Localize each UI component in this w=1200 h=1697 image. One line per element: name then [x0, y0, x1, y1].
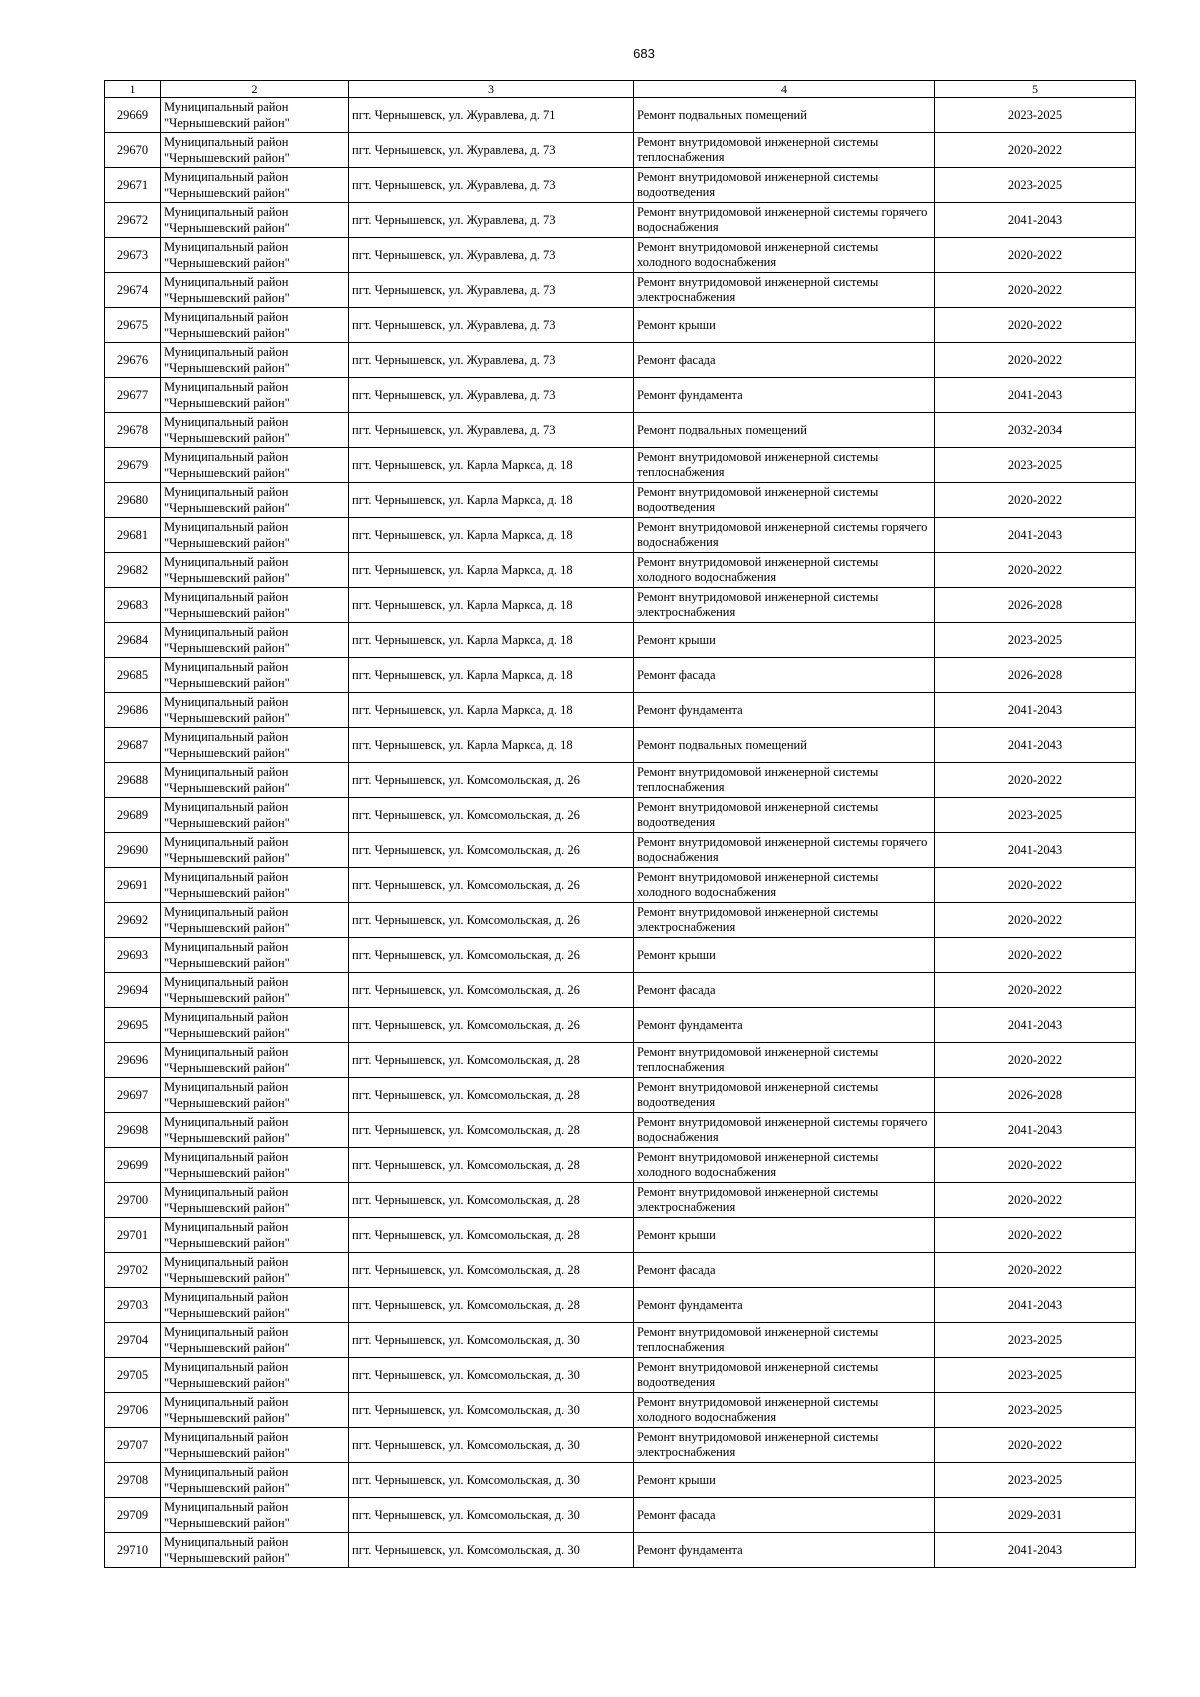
column-number-5: 5: [935, 81, 1136, 98]
district-cell: Муниципальный район "Чернышевский район": [161, 1393, 349, 1428]
table-row: [105, 133, 1136, 168]
table-row: [105, 938, 1136, 973]
district-cell: Муниципальный район "Чернышевский район": [161, 868, 349, 903]
row-number-cell: 29682: [105, 553, 161, 588]
row-number-cell: 29669: [105, 98, 161, 133]
address-cell: пгт. Чернышевск, ул. Комсомольская, д. 28: [349, 1148, 634, 1183]
address-cell: пгт. Чернышевск, ул. Журавлева, д. 73: [349, 308, 634, 343]
table-row: [105, 413, 1136, 448]
table-row: [105, 1358, 1136, 1393]
work-type-cell: Ремонт внутридомовой инженерной системы теплоснабжения: [634, 763, 935, 798]
table-row: [105, 1183, 1136, 1218]
district-cell: Муниципальный район "Чернышевский район": [161, 1078, 349, 1113]
column-number-3: 3: [349, 81, 634, 98]
years-cell: 2041-2043: [935, 693, 1136, 728]
row-number-cell: 29686: [105, 693, 161, 728]
years-cell: 2023-2025: [935, 168, 1136, 203]
table-row: [105, 833, 1136, 868]
table-row: [105, 1498, 1136, 1533]
work-type-cell: Ремонт подвальных помещений: [634, 413, 935, 448]
work-type-cell: Ремонт внутридомовой инженерной системы горячего водоснабжения: [634, 833, 935, 868]
column-number-row: [105, 81, 1136, 98]
table-row: [105, 1463, 1136, 1498]
years-cell: 2026-2028: [935, 1078, 1136, 1113]
address-cell: пгт. Чернышевск, ул. Журавлева, д. 73: [349, 273, 634, 308]
district-cell: Муниципальный район "Чернышевский район": [161, 588, 349, 623]
years-cell: 2023-2025: [935, 1358, 1136, 1393]
district-cell: Муниципальный район "Чернышевский район": [161, 693, 349, 728]
row-number-cell: 29706: [105, 1393, 161, 1428]
district-cell: Муниципальный район "Чернышевский район": [161, 518, 349, 553]
district-cell: Муниципальный район "Чернышевский район": [161, 1043, 349, 1078]
address-cell: пгт. Чернышевск, ул. Комсомольская, д. 28: [349, 1078, 634, 1113]
row-number-cell: 29691: [105, 868, 161, 903]
years-cell: 2020-2022: [935, 763, 1136, 798]
work-type-cell: Ремонт внутридомовой инженерной системы электроснабжения: [634, 1183, 935, 1218]
address-cell: пгт. Чернышевск, ул. Журавлева, д. 73: [349, 343, 634, 378]
district-cell: Муниципальный район "Чернышевский район": [161, 1428, 349, 1463]
address-cell: пгт. Чернышевск, ул. Журавлева, д. 73: [349, 168, 634, 203]
table-row: [105, 1323, 1136, 1358]
table-row: [105, 588, 1136, 623]
address-cell: пгт. Чернышевск, ул. Карла Маркса, д. 18: [349, 483, 634, 518]
years-cell: 2023-2025: [935, 623, 1136, 658]
district-cell: Муниципальный район "Чернышевский район": [161, 308, 349, 343]
work-type-cell: Ремонт внутридомовой инженерной системы водоотведения: [634, 1078, 935, 1113]
district-cell: Муниципальный район "Чернышевский район": [161, 1113, 349, 1148]
address-cell: пгт. Чернышевск, ул. Комсомольская, д. 28: [349, 1253, 634, 1288]
address-cell: пгт. Чернышевск, ул. Журавлева, д. 71: [349, 98, 634, 133]
row-number-cell: 29680: [105, 483, 161, 518]
table-row: [105, 728, 1136, 763]
table-row: [105, 868, 1136, 903]
row-number-cell: 29681: [105, 518, 161, 553]
years-cell: 2020-2022: [935, 343, 1136, 378]
district-cell: Муниципальный район "Чернышевский район": [161, 1008, 349, 1043]
row-number-cell: 29700: [105, 1183, 161, 1218]
table-row: [105, 273, 1136, 308]
table-row: [105, 1428, 1136, 1463]
district-cell: Муниципальный район "Чернышевский район": [161, 973, 349, 1008]
address-cell: пгт. Чернышевск, ул. Комсомольская, д. 26: [349, 763, 634, 798]
column-number-1: 1: [105, 81, 161, 98]
work-type-cell: Ремонт крыши: [634, 1463, 935, 1498]
row-number-cell: 29676: [105, 343, 161, 378]
column-number-4: 4: [634, 81, 935, 98]
district-cell: Муниципальный район "Чернышевский район": [161, 1463, 349, 1498]
work-type-cell: Ремонт крыши: [634, 1218, 935, 1253]
district-cell: Муниципальный район "Чернышевский район": [161, 203, 349, 238]
district-cell: Муниципальный район "Чернышевский район": [161, 553, 349, 588]
district-cell: Муниципальный район "Чернышевский район": [161, 238, 349, 273]
row-number-cell: 29675: [105, 308, 161, 343]
address-cell: пгт. Чернышевск, ул. Комсомольская, д. 26: [349, 833, 634, 868]
work-type-cell: Ремонт фасада: [634, 1498, 935, 1533]
work-type-cell: Ремонт внутридомовой инженерной системы горячего водоснабжения: [634, 203, 935, 238]
row-number-cell: 29689: [105, 798, 161, 833]
work-type-cell: Ремонт крыши: [634, 308, 935, 343]
address-cell: пгт. Чернышевск, ул. Комсомольская, д. 30: [349, 1323, 634, 1358]
repair-schedule-table: [104, 80, 1136, 1568]
address-cell: пгт. Чернышевск, ул. Комсомольская, д. 26: [349, 798, 634, 833]
district-cell: Муниципальный район "Чернышевский район": [161, 1148, 349, 1183]
years-cell: 2020-2022: [935, 238, 1136, 273]
page-number: 683: [633, 46, 655, 61]
address-cell: пгт. Чернышевск, ул. Комсомольская, д. 28: [349, 1183, 634, 1218]
address-cell: пгт. Чернышевск, ул. Комсомольская, д. 26: [349, 903, 634, 938]
table-row: [105, 518, 1136, 553]
work-type-cell: Ремонт внутридомовой инженерной системы теплоснабжения: [634, 133, 935, 168]
years-cell: 2020-2022: [935, 1218, 1136, 1253]
years-cell: 2023-2025: [935, 1323, 1136, 1358]
address-cell: пгт. Чернышевск, ул. Журавлева, д. 73: [349, 413, 634, 448]
work-type-cell: Ремонт подвальных помещений: [634, 728, 935, 763]
years-cell: 2020-2022: [935, 868, 1136, 903]
row-number-cell: 29670: [105, 133, 161, 168]
row-number-cell: 29708: [105, 1463, 161, 1498]
years-cell: 2020-2022: [935, 553, 1136, 588]
column-number-2: 2: [161, 81, 349, 98]
table-row: [105, 623, 1136, 658]
table-row: [105, 1253, 1136, 1288]
row-number-cell: 29707: [105, 1428, 161, 1463]
row-number-cell: 29678: [105, 413, 161, 448]
table-row: [105, 798, 1136, 833]
address-cell: пгт. Чернышевск, ул. Комсомольская, д. 26: [349, 973, 634, 1008]
district-cell: Муниципальный район "Чернышевский район": [161, 1533, 349, 1568]
address-cell: пгт. Чернышевск, ул. Карла Маркса, д. 18: [349, 448, 634, 483]
district-cell: Муниципальный район "Чернышевский район": [161, 273, 349, 308]
row-number-cell: 29698: [105, 1113, 161, 1148]
years-cell: 2020-2022: [935, 308, 1136, 343]
table-row: [105, 693, 1136, 728]
address-cell: пгт. Чернышевск, ул. Комсомольская, д. 26: [349, 868, 634, 903]
row-number-cell: 29687: [105, 728, 161, 763]
address-cell: пгт. Чернышевск, ул. Журавлева, д. 73: [349, 378, 634, 413]
work-type-cell: Ремонт внутридомовой инженерной системы холодного водоснабжения: [634, 238, 935, 273]
table-row: [105, 973, 1136, 1008]
district-cell: Муниципальный район "Чернышевский район": [161, 623, 349, 658]
district-cell: Муниципальный район "Чернышевский район": [161, 833, 349, 868]
address-cell: пгт. Чернышевск, ул. Комсомольская, д. 30: [349, 1498, 634, 1533]
address-cell: пгт. Чернышевск, ул. Комсомольская, д. 28: [349, 1218, 634, 1253]
row-number-cell: 29677: [105, 378, 161, 413]
row-number-cell: 29701: [105, 1218, 161, 1253]
work-type-cell: Ремонт внутридомовой инженерной системы горячего водоснабжения: [634, 518, 935, 553]
table-row: [105, 1288, 1136, 1323]
work-type-cell: Ремонт крыши: [634, 938, 935, 973]
row-number-cell: 29709: [105, 1498, 161, 1533]
years-cell: 2020-2022: [935, 1253, 1136, 1288]
address-cell: пгт. Чернышевск, ул. Журавлева, д. 73: [349, 203, 634, 238]
address-cell: пгт. Чернышевск, ул. Комсомольская, д. 30: [349, 1533, 634, 1568]
row-number-cell: 29694: [105, 973, 161, 1008]
years-cell: 2029-2031: [935, 1498, 1136, 1533]
row-number-cell: 29685: [105, 658, 161, 693]
address-cell: пгт. Чернышевск, ул. Журавлева, д. 73: [349, 238, 634, 273]
years-cell: 2041-2043: [935, 518, 1136, 553]
years-cell: 2026-2028: [935, 588, 1136, 623]
table-row: [105, 1393, 1136, 1428]
years-cell: 2041-2043: [935, 1288, 1136, 1323]
district-cell: Муниципальный район "Чернышевский район": [161, 448, 349, 483]
row-number-cell: 29695: [105, 1008, 161, 1043]
years-cell: 2041-2043: [935, 833, 1136, 868]
row-number-cell: 29704: [105, 1323, 161, 1358]
address-cell: пгт. Чернышевск, ул. Комсомольская, д. 30: [349, 1358, 634, 1393]
years-cell: 2020-2022: [935, 273, 1136, 308]
row-number-cell: 29710: [105, 1533, 161, 1568]
years-cell: 2020-2022: [935, 1043, 1136, 1078]
work-type-cell: Ремонт внутридомовой инженерной системы электроснабжения: [634, 588, 935, 623]
years-cell: 2023-2025: [935, 1463, 1136, 1498]
work-type-cell: Ремонт фасада: [634, 658, 935, 693]
district-cell: Муниципальный район "Чернышевский район": [161, 658, 349, 693]
district-cell: Муниципальный район "Чернышевский район": [161, 98, 349, 133]
address-cell: пгт. Чернышевск, ул. Комсомольская, д. 26: [349, 938, 634, 973]
work-type-cell: Ремонт внутридомовой инженерной системы горячего водоснабжения: [634, 1113, 935, 1148]
row-number-cell: 29671: [105, 168, 161, 203]
table-row: [105, 1533, 1136, 1568]
years-cell: 2020-2022: [935, 938, 1136, 973]
address-cell: пгт. Чернышевск, ул. Комсомольская, д. 26: [349, 1008, 634, 1043]
years-cell: 2023-2025: [935, 1393, 1136, 1428]
years-cell: 2032-2034: [935, 413, 1136, 448]
work-type-cell: Ремонт фундамента: [634, 1533, 935, 1568]
work-type-cell: Ремонт внутридомовой инженерной системы водоотведения: [634, 168, 935, 203]
years-cell: 2041-2043: [935, 1533, 1136, 1568]
years-cell: 2026-2028: [935, 658, 1136, 693]
table-row: [105, 1078, 1136, 1113]
years-cell: 2020-2022: [935, 483, 1136, 518]
district-cell: Муниципальный район "Чернышевский район": [161, 343, 349, 378]
table-row: [105, 448, 1136, 483]
row-number-cell: 29673: [105, 238, 161, 273]
address-cell: пгт. Чернышевск, ул. Комсомольская, д. 28: [349, 1113, 634, 1148]
years-cell: 2020-2022: [935, 1428, 1136, 1463]
district-cell: Муниципальный район "Чернышевский район": [161, 413, 349, 448]
address-cell: пгт. Чернышевск, ул. Комсомольская, д. 30: [349, 1393, 634, 1428]
district-cell: Муниципальный район "Чернышевский район": [161, 133, 349, 168]
row-number-cell: 29703: [105, 1288, 161, 1323]
district-cell: Муниципальный район "Чернышевский район": [161, 168, 349, 203]
table-row: [105, 238, 1136, 273]
work-type-cell: Ремонт внутридомовой инженерной системы водоотведения: [634, 798, 935, 833]
work-type-cell: Ремонт внутридомовой инженерной системы холодного водоснабжения: [634, 1393, 935, 1428]
work-type-cell: Ремонт внутридомовой инженерной системы теплоснабжения: [634, 1043, 935, 1078]
address-cell: пгт. Чернышевск, ул. Карла Маркса, д. 18: [349, 588, 634, 623]
years-cell: 2020-2022: [935, 903, 1136, 938]
table-row: [105, 658, 1136, 693]
table-row: [105, 1043, 1136, 1078]
address-cell: пгт. Чернышевск, ул. Комсомольская, д. 30: [349, 1428, 634, 1463]
table-row: [105, 168, 1136, 203]
row-number-cell: 29690: [105, 833, 161, 868]
years-cell: 2020-2022: [935, 133, 1136, 168]
years-cell: 2041-2043: [935, 728, 1136, 763]
row-number-cell: 29683: [105, 588, 161, 623]
row-number-cell: 29679: [105, 448, 161, 483]
district-cell: Муниципальный район "Чернышевский район": [161, 903, 349, 938]
table-row: [105, 483, 1136, 518]
district-cell: Муниципальный район "Чернышевский район": [161, 1288, 349, 1323]
work-type-cell: Ремонт фасада: [634, 973, 935, 1008]
table-row: [105, 203, 1136, 238]
work-type-cell: Ремонт внутридомовой инженерной системы холодного водоснабжения: [634, 553, 935, 588]
table-row: [105, 1148, 1136, 1183]
table-row: [105, 308, 1136, 343]
work-type-cell: Ремонт внутридомовой инженерной системы водоотведения: [634, 1358, 935, 1393]
work-type-cell: Ремонт фундамента: [634, 693, 935, 728]
table-row: [105, 1008, 1136, 1043]
table-row: [105, 343, 1136, 378]
years-cell: 2041-2043: [935, 1008, 1136, 1043]
work-type-cell: Ремонт подвальных помещений: [634, 98, 935, 133]
work-type-cell: Ремонт фундамента: [634, 1008, 935, 1043]
district-cell: Муниципальный район "Чернышевский район": [161, 1183, 349, 1218]
row-number-cell: 29688: [105, 763, 161, 798]
address-cell: пгт. Чернышевск, ул. Журавлева, д. 73: [349, 133, 634, 168]
row-number-cell: 29697: [105, 1078, 161, 1113]
years-cell: 2023-2025: [935, 798, 1136, 833]
district-cell: Муниципальный район "Чернышевский район": [161, 938, 349, 973]
address-cell: пгт. Чернышевск, ул. Карла Маркса, д. 18: [349, 518, 634, 553]
work-type-cell: Ремонт внутридомовой инженерной системы теплоснабжения: [634, 448, 935, 483]
table-row: [105, 378, 1136, 413]
years-cell: 2020-2022: [935, 1183, 1136, 1218]
district-cell: Муниципальный район "Чернышевский район": [161, 378, 349, 413]
table-row: [105, 98, 1136, 133]
address-cell: пгт. Чернышевск, ул. Комсомольская, д. 28: [349, 1043, 634, 1078]
district-cell: Муниципальный район "Чернышевский район": [161, 483, 349, 518]
years-cell: 2020-2022: [935, 973, 1136, 1008]
district-cell: Муниципальный район "Чернышевский район": [161, 728, 349, 763]
table-row: [105, 553, 1136, 588]
row-number-cell: 29672: [105, 203, 161, 238]
work-type-cell: Ремонт внутридомовой инженерной системы электроснабжения: [634, 273, 935, 308]
years-cell: 2023-2025: [935, 448, 1136, 483]
table-body: [105, 98, 1136, 1568]
table-row: [105, 1113, 1136, 1148]
years-cell: 2023-2025: [935, 98, 1136, 133]
address-cell: пгт. Чернышевск, ул. Карла Маркса, д. 18: [349, 693, 634, 728]
work-type-cell: Ремонт крыши: [634, 623, 935, 658]
work-type-cell: Ремонт внутридомовой инженерной системы водоотведения: [634, 483, 935, 518]
work-type-cell: Ремонт внутридомовой инженерной системы электроснабжения: [634, 903, 935, 938]
table-row: [105, 1218, 1136, 1253]
row-number-cell: 29702: [105, 1253, 161, 1288]
address-cell: пгт. Чернышевск, ул. Карла Маркса, д. 18: [349, 623, 634, 658]
address-cell: пгт. Чернышевск, ул. Карла Маркса, д. 18: [349, 728, 634, 763]
district-cell: Муниципальный район "Чернышевский район": [161, 763, 349, 798]
address-cell: пгт. Чернышевск, ул. Комсомольская, д. 28: [349, 1288, 634, 1323]
years-cell: 2020-2022: [935, 1148, 1136, 1183]
address-cell: пгт. Чернышевск, ул. Карла Маркса, д. 18: [349, 658, 634, 693]
row-number-cell: 29699: [105, 1148, 161, 1183]
row-number-cell: 29684: [105, 623, 161, 658]
years-cell: 2041-2043: [935, 378, 1136, 413]
years-cell: 2041-2043: [935, 203, 1136, 238]
district-cell: Муниципальный район "Чернышевский район": [161, 1498, 349, 1533]
district-cell: Муниципальный район "Чернышевский район": [161, 1323, 349, 1358]
work-type-cell: Ремонт фасада: [634, 1253, 935, 1288]
district-cell: Муниципальный район "Чернышевский район": [161, 1358, 349, 1393]
district-cell: Муниципальный район "Чернышевский район": [161, 1218, 349, 1253]
work-type-cell: Ремонт внутридомовой инженерной системы теплоснабжения: [634, 1323, 935, 1358]
row-number-cell: 29693: [105, 938, 161, 973]
work-type-cell: Ремонт фундамента: [634, 1288, 935, 1323]
table-row: [105, 903, 1136, 938]
table-row: [105, 763, 1136, 798]
work-type-cell: Ремонт фундамента: [634, 378, 935, 413]
work-type-cell: Ремонт внутридомовой инженерной системы холодного водоснабжения: [634, 1148, 935, 1183]
address-cell: пгт. Чернышевск, ул. Комсомольская, д. 30: [349, 1463, 634, 1498]
years-cell: 2041-2043: [935, 1113, 1136, 1148]
district-cell: Муниципальный район "Чернышевский район": [161, 798, 349, 833]
row-number-cell: 29674: [105, 273, 161, 308]
work-type-cell: Ремонт внутридомовой инженерной системы холодного водоснабжения: [634, 868, 935, 903]
row-number-cell: 29696: [105, 1043, 161, 1078]
row-number-cell: 29692: [105, 903, 161, 938]
work-type-cell: Ремонт внутридомовой инженерной системы электроснабжения: [634, 1428, 935, 1463]
address-cell: пгт. Чернышевск, ул. Карла Маркса, д. 18: [349, 553, 634, 588]
row-number-cell: 29705: [105, 1358, 161, 1393]
district-cell: Муниципальный район "Чернышевский район": [161, 1253, 349, 1288]
work-type-cell: Ремонт фасада: [634, 343, 935, 378]
